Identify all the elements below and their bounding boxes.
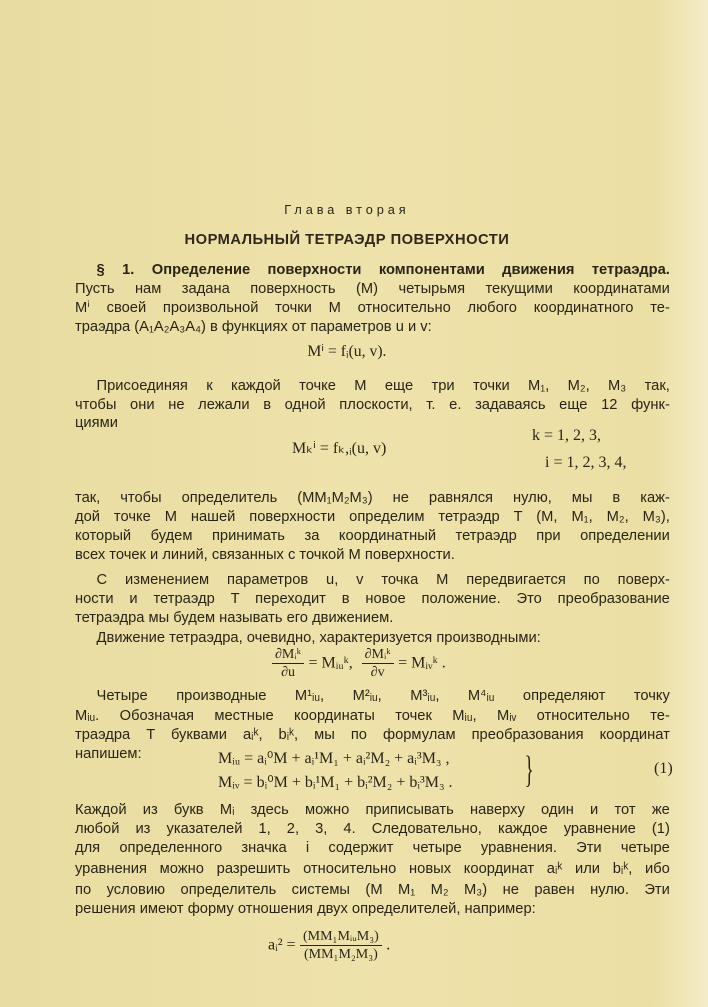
period: . <box>386 936 391 954</box>
text-line: по условию определитель системы (M M₁ M₂ M₃) не равен нулю. Эти <box>75 881 670 898</box>
formula-3 <box>272 646 446 681</box>
k-range: k = 1, 2, 3, <box>532 427 602 444</box>
denominator: (MM₁M₂M₃) <box>304 947 378 962</box>
equation-1a: Mᵢᵤ = aᵢ⁰M + aᵢ¹M₁ + aᵢ²M₂ + aᵢ³M₃ , <box>218 750 450 767</box>
text-line: так, чтобы определитель (MM₁M₂M₃) не равнялся нулю, мы в каж- <box>75 489 670 506</box>
section-heading: § 1. Определение поверхности компонентами движения тетраэдра. <box>96 261 670 278</box>
text-line: который будем принимать за координатный тетраэдр при определении <box>75 527 670 544</box>
text-line: всех точек и линий, связанных с точкой M поверхности. <box>75 546 455 563</box>
text-line: чтобы они не лежали в одной плоскости, т. е. задаваясь еще 12 функ- <box>75 396 670 413</box>
fraction <box>362 646 394 681</box>
text-line: траэдра T буквами aᵢᵏ, bᵢᵏ, мы по формулам преобразования координат <box>75 726 670 743</box>
fraction <box>300 928 382 963</box>
chapter-label: Глава вторая <box>284 202 410 217</box>
text-line: Движение тетраэдра, очевидно, характеризуется производными: <box>96 629 541 646</box>
text-line: Mᵢᵤ. Обозначая местные координаты точек Mᵢᵤ, Mᵢᵥ относительно те- <box>75 707 670 724</box>
text-line: траэдра (A₁A₂A₃A₄) в функциях от параметров u и v: <box>75 318 432 335</box>
numerator: ∂Mᵢᵏ <box>272 646 304 664</box>
text-line: ности и тетраэдр T переходит в новое положение. Это преобразование <box>75 590 670 607</box>
text-line: напишем: <box>75 745 142 762</box>
text-line: Четыре производные M¹ᵢᵤ, M²ᵢᵤ, M³ᵢᵤ, M⁴ᵢᵤ определяют точку <box>96 687 670 704</box>
rhs: = Mᵢᵥᵏ . <box>398 654 446 672</box>
formula-1: Mⁱ = fᵢ(u, v). <box>307 343 387 360</box>
lhs: aᵢ² = <box>268 936 296 954</box>
denominator: ∂u <box>281 665 295 680</box>
equation-1b: Mᵢᵥ = bᵢ⁰M + bᵢ¹M₁ + bᵢ²M₂ + bᵢ³M₃ . <box>218 774 453 791</box>
text-line: уравнения можно разрешить относительно новых координат aᵢᵏ или bᵢᵏ, ибо <box>75 860 670 877</box>
text-line: Пусть нам задана поверхность (M) четырьмя текущими координатами <box>75 280 670 297</box>
text-line: дой точке M нашей поверхности определим тетраэдр T (M, M₁, M₂, M₃), <box>75 508 670 525</box>
formula-5 <box>268 928 390 963</box>
right-brace: } <box>524 749 534 791</box>
denominator: ∂v <box>370 665 385 680</box>
numerator: ∂Mᵢᵏ <box>362 646 394 664</box>
text-line: любой из указателей 1, 2, 3, 4. Следовательно, каждое уравнение (1) <box>75 820 670 837</box>
text-line: С изменением параметров u, v точка M передвигается по поверх- <box>96 571 670 588</box>
chapter-title: НОРМАЛЬНЫЙ ТЕТРАЭДР ПОВЕРХНОСТИ <box>184 231 510 248</box>
rhs: = Mᵢᵤᵏ, <box>308 654 353 672</box>
text-line: решения имеют форму отношения двух определителей, например: <box>75 900 536 917</box>
formula-2: Mₖⁱ = fₖ,ᵢ(u, v) <box>292 440 387 457</box>
text-line: Каждой из букв Mᵢ здесь можно приписывать наверху один и тот же <box>75 801 670 818</box>
text-line: для определенного значка i содержит четыре уравнения. Эти четыре <box>75 839 670 856</box>
text-line: Mⁱ своей произвольной точки M относительно любого координатного те- <box>75 299 670 316</box>
text-line: тетраэдра мы будем называть его движением. <box>75 609 394 626</box>
equation-number: (1) <box>654 760 673 777</box>
text-line: циями <box>75 414 118 431</box>
numerator: (MM₁MᵢᵤM₃) <box>300 928 382 946</box>
text-line: Присоединяя к каждой точке M еще три точки M₁, M₂, M₃ так, <box>96 377 670 394</box>
i-range: i = 1, 2, 3, 4, <box>545 454 627 471</box>
fraction <box>272 646 304 681</box>
